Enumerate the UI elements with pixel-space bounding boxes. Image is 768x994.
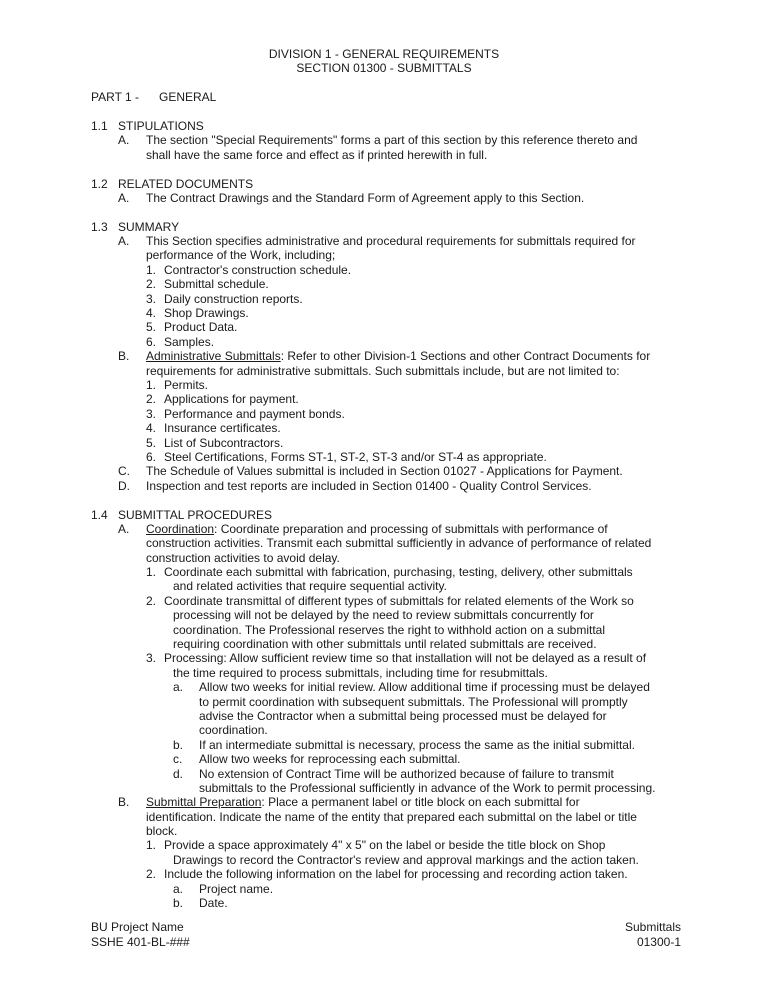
item-text: Samples. <box>164 334 215 349</box>
division-title: DIVISION 1 - GENERAL REQUIREMENTS <box>268 47 500 61</box>
item-label: 3. <box>146 291 157 306</box>
paragraph <box>0 349 768 363</box>
section-heading <box>0 508 768 522</box>
numbered-item-continuation <box>0 623 768 637</box>
item-text: Contractor's construction schedule. <box>164 262 352 277</box>
item-label: D. <box>118 478 130 493</box>
lettered-item-continuation <box>0 723 768 737</box>
item-text-rest: : Refer to other Division-1 Sections and other Contract Documents for <box>280 349 651 364</box>
item-label: 6. <box>146 334 157 349</box>
item-text: and related activities that require sequential activity. <box>173 579 447 594</box>
item-text: processing will not be delayed by the need to review submittals concurrently for <box>173 608 594 623</box>
lettered-item <box>0 680 768 694</box>
item-text: Permits. <box>164 377 209 392</box>
item-text: Processing: Allow sufficient review time so that installation will not be delayed as a result of <box>164 651 647 666</box>
numbered-item <box>0 277 768 291</box>
footer-project-code: SSHE 401-BL-### <box>91 935 190 949</box>
blank-line <box>0 205 768 219</box>
item-label: B. <box>118 795 130 810</box>
item-text: Provide a space approximately 4" x 5" on the label or beside the title block on Shop <box>164 838 606 853</box>
numbered-item <box>0 320 768 334</box>
lettered-item-continuation <box>0 781 768 795</box>
item-text: identification. Indicate the name of the entity that prepared each submittal on the label or title <box>146 809 637 824</box>
item-label: 4. <box>146 421 157 436</box>
underlined-term: Coordination <box>146 521 215 536</box>
paragraph <box>0 133 768 147</box>
paragraph-continuation <box>0 148 768 162</box>
numbered-item <box>0 436 768 450</box>
blank-line <box>0 162 768 176</box>
lettered-item <box>0 767 768 781</box>
section-heading <box>0 119 768 133</box>
item-label: 4. <box>146 306 157 321</box>
item-text: Include the following information on the label for processing and recording action taken. <box>164 867 628 882</box>
paragraph <box>0 522 768 536</box>
item-text: List of Subcontractors. <box>164 435 284 450</box>
item-label: c. <box>173 752 183 767</box>
numbered-item-continuation <box>0 853 768 867</box>
numbered-item-continuation <box>0 666 768 680</box>
item-text: Allow two weeks for reprocessing each submittal. <box>199 752 461 767</box>
item-text: Insurance certificates. <box>164 421 281 436</box>
item-label: 1. <box>146 565 157 580</box>
item-label: 6. <box>146 449 157 464</box>
paragraph <box>0 191 768 205</box>
item-text: Daily construction reports. <box>164 291 303 306</box>
item-label: a. <box>173 881 184 896</box>
section-title: SECTION 01300 - SUBMITTALS <box>296 61 472 76</box>
underlined-term: Submittal Preparation <box>146 795 262 810</box>
lettered-item <box>0 896 768 910</box>
item-text: requirements for administrative submittals. Such submittals include, but are not limited to: <box>146 363 620 378</box>
footer-page-number: 01300-1 <box>636 935 681 949</box>
item-text: Drawings to record the Contractor's review and approval markings and the action taken. <box>173 852 639 867</box>
item-text: SUMMARY <box>118 219 180 234</box>
item-label: 3. <box>146 651 157 666</box>
section-heading <box>0 177 768 191</box>
numbered-item <box>0 450 768 464</box>
lettered-item <box>0 738 768 752</box>
item-text <box>146 349 650 363</box>
document-page <box>0 47 768 910</box>
item-text <box>146 795 580 809</box>
item-text <box>146 522 608 536</box>
item-label: 1. <box>146 838 157 853</box>
item-text: the time required to process submittals, including time for resubmittals. <box>173 665 548 680</box>
numbered-item <box>0 407 768 421</box>
item-label: C. <box>118 464 130 479</box>
item-label: A. <box>118 190 130 205</box>
item-text: coordination. The Professional reserves the right to withhold action on a submittal <box>173 622 606 637</box>
numbered-item <box>0 378 768 392</box>
item-label: 3. <box>146 406 157 421</box>
numbered-item <box>0 565 768 579</box>
item-text-rest: : Place a permanent label or title block on each submittal for <box>261 795 580 810</box>
item-text: Inspection and test reports are included in Section 01400 - Quality Control Services. <box>146 478 592 493</box>
item-label: d. <box>173 766 184 781</box>
paragraph-continuation <box>0 824 768 838</box>
item-text: The Schedule of Values submittal is included in Section 01027 - Applications for Payment. <box>146 464 623 479</box>
numbered-item <box>0 292 768 306</box>
item-text: Performance and payment bonds. <box>164 406 345 421</box>
item-text: shall have the same force and effect as if printed herewith in full. <box>146 147 488 162</box>
item-text: requiring coordination with other submittals until related submittals are received. <box>173 637 597 652</box>
item-text: Coordinate each submittal with fabrication, purchasing, testing, delivery, other submittals <box>164 565 633 580</box>
part-title: GENERAL <box>159 90 217 105</box>
lettered-item <box>0 882 768 896</box>
paragraph-continuation <box>0 810 768 824</box>
numbered-item <box>0 306 768 320</box>
blank-line <box>0 105 768 119</box>
paragraph-continuation <box>0 551 768 565</box>
paragraph-continuation <box>0 248 768 262</box>
numbered-item <box>0 335 768 349</box>
item-label: 2. <box>146 593 157 608</box>
item-text: performance of the Work, including; <box>146 248 336 263</box>
item-label: 1.2 <box>91 176 108 191</box>
item-text: block. <box>146 824 178 839</box>
item-text: Steel Certifications, Forms ST-1, ST-2, ST-3 and/or ST-4 as appropriate. <box>164 449 547 464</box>
item-label: A. <box>118 521 130 536</box>
underlined-term: Administrative Submittals <box>146 349 281 364</box>
numbered-item-continuation <box>0 579 768 593</box>
item-text: Coordinate transmittal of different types of submittals for related elements of the Work so <box>164 593 634 608</box>
item-text: If an intermediate submittal is necessary, process the same as the initial submittal. <box>199 737 635 752</box>
item-text: submittals to the Professional sufficiently in advance of the Work to permit processing. <box>199 780 656 795</box>
footer-project-name: BU Project Name <box>91 920 184 934</box>
item-label: b. <box>173 737 184 752</box>
paragraph <box>0 234 768 248</box>
part-label: PART 1 - <box>91 90 140 105</box>
item-label: b. <box>173 896 184 911</box>
item-text: RELATED DOCUMENTS <box>118 176 254 191</box>
item-text: No extension of Contract Time will be authorized because of failure to transmit <box>199 766 614 781</box>
item-label: 5. <box>146 435 157 450</box>
lettered-item-continuation <box>0 709 768 723</box>
item-text: Applications for payment. <box>164 392 299 407</box>
item-text: The Contract Drawings and the Standard Form of Agreement apply to this Section. <box>146 190 585 205</box>
footer-section-name: Submittals <box>624 920 681 934</box>
numbered-item <box>0 838 768 852</box>
lettered-item-continuation <box>0 695 768 709</box>
numbered-item <box>0 867 768 881</box>
part-heading <box>0 90 768 104</box>
item-label: 5. <box>146 320 157 335</box>
paragraph <box>0 795 768 809</box>
numbered-item-continuation <box>0 637 768 651</box>
item-label: 1. <box>146 377 157 392</box>
section-heading <box>0 220 768 234</box>
item-text: Project name. <box>199 881 274 896</box>
item-text: to permit coordination with subsequent submittals. The Professional will promptly <box>199 694 628 709</box>
item-label: 2. <box>146 277 157 292</box>
numbered-item <box>0 594 768 608</box>
item-label: a. <box>173 680 184 695</box>
item-text: construction activities. Transmit each submittal sufficiently in advance of performance of related <box>146 536 652 551</box>
paragraph-continuation <box>0 364 768 378</box>
item-label: A. <box>118 234 130 249</box>
numbered-item <box>0 421 768 435</box>
item-text-rest: : Coordinate preparation and processing of submittals with performance of <box>214 521 608 536</box>
item-text: Shop Drawings. <box>164 306 249 321</box>
item-text: The section "Special Requirements" forms a part of this section by this reference thereto and <box>146 133 638 148</box>
item-label: 1.3 <box>91 219 108 234</box>
item-label: 1.1 <box>91 118 108 133</box>
item-text: This Section specifies administrative and procedural requirements for submittals required for <box>146 234 636 249</box>
item-label: A. <box>118 133 130 148</box>
numbered-item <box>0 263 768 277</box>
item-label: 2. <box>146 392 157 407</box>
paragraph-continuation <box>0 536 768 550</box>
item-text: advise the Contractor when a submittal being processed must be delayed for <box>199 708 607 723</box>
item-text: construction activities to avoid delay. <box>146 550 340 565</box>
numbered-item-continuation <box>0 608 768 622</box>
item-label: B. <box>118 349 130 364</box>
numbered-item <box>0 651 768 665</box>
item-text: Allow two weeks for initial review. Allow additional time if processing must be delayed <box>199 680 650 695</box>
item-label: 2. <box>146 867 157 882</box>
item-text: Submittal schedule. <box>164 277 269 292</box>
item-text: STIPULATIONS <box>118 118 204 133</box>
item-text: SUBMITTAL PROCEDURES <box>118 507 273 522</box>
paragraph <box>0 479 768 493</box>
paragraph <box>0 464 768 478</box>
item-label: 1. <box>146 262 157 277</box>
item-text: Date. <box>199 896 228 911</box>
item-text: Product Data. <box>164 320 238 335</box>
item-label: 1.4 <box>91 507 108 522</box>
lettered-item <box>0 752 768 766</box>
numbered-item <box>0 392 768 406</box>
item-text: coordination. <box>199 723 268 738</box>
blank-line <box>0 493 768 507</box>
